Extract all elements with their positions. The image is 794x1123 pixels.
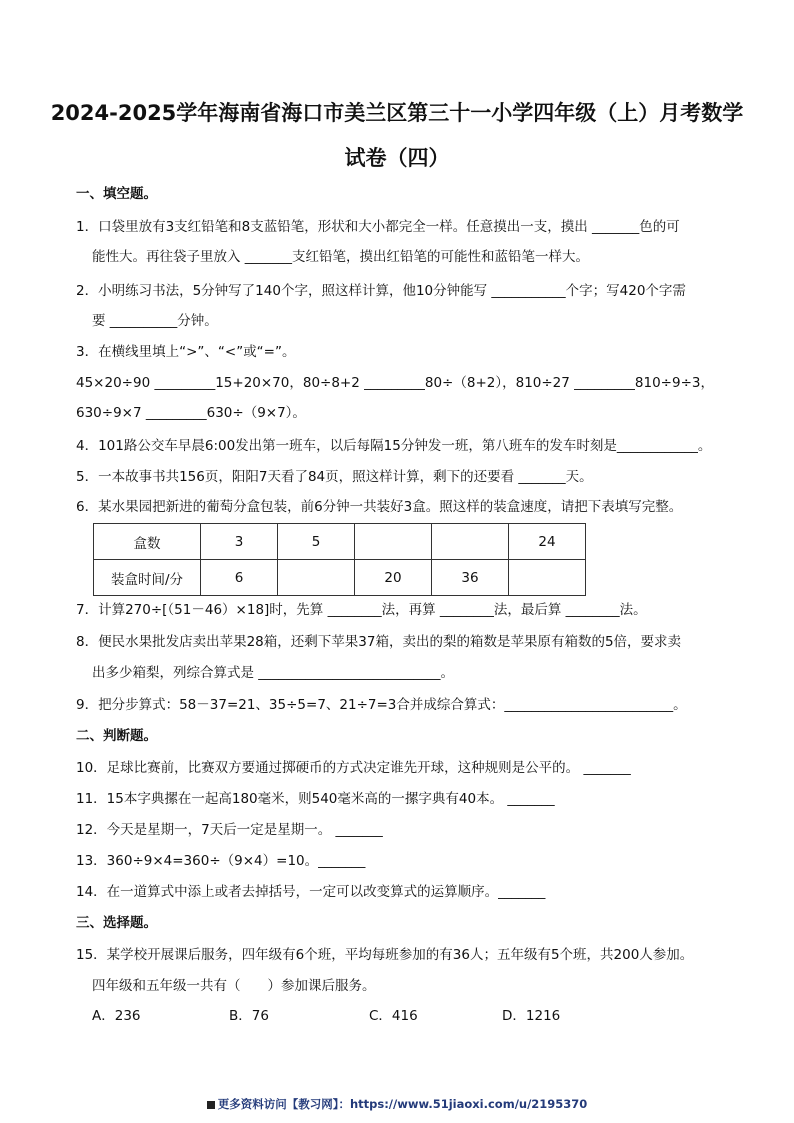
table-cell: 3 (201, 524, 278, 560)
section-heading-multiple-choice: 三、选择题。 (76, 915, 157, 931)
table-cell: 20 (355, 560, 432, 596)
page-title-line2: 试卷（四） (344, 146, 450, 170)
footer-text: 更多资料访问【教习网】：https://www.51jiaoxi.com/u/2195370 (217, 1097, 588, 1111)
question-1-line2: 能性大。再往袋子里放入 _______支红铅笔，摸出红铅笔的可能性和蓝铅笔一样大。 (92, 249, 590, 265)
question-8-line2: 出多少箱梨，列综合算式是 ___________________________。 (92, 665, 455, 681)
flag-icon (207, 1101, 215, 1109)
table-cell (432, 524, 509, 560)
question-1-line1: 1．口袋里放有3支红铅笔和8支蓝铅笔，形状和大小都完全一样。任意摸出一支，摸出 _______色的可 (76, 219, 680, 235)
table-cell: 盒数 (94, 524, 201, 560)
question-7: 7．计算270÷[（51－46）×18]时，先算 ________法，再算 ________法，最后算 ________法。 (76, 602, 647, 618)
question-3-line1: 3．在横线里填上“>”、“<”或“=”。 (76, 344, 296, 360)
table-row (94, 524, 586, 560)
table-row (94, 560, 586, 596)
table-cell (355, 524, 432, 560)
question-13: 13．360÷9×4=360÷（9×4）=10。_______ (76, 853, 366, 869)
question-9: 9．把分步算式：58－37=21、35÷5=7、21÷7=3合并成综合算式：_________________________。 (76, 697, 687, 713)
table-cell: 24 (509, 524, 586, 560)
table-cell: 5 (278, 524, 355, 560)
table-cell (509, 560, 586, 596)
option-b: B．76 (229, 1008, 269, 1024)
question-12: 12．今天是星期一，7天后一定是星期一。 _______ (76, 822, 383, 838)
table-cell (278, 560, 355, 596)
table-cell: 36 (432, 560, 509, 596)
question-10: 10．足球比赛前，比赛双方要通过掷硬币的方式决定谁先开球，这种规则是公平的。 _______ (76, 760, 631, 776)
question-5: 5．一本故事书共156页，阳阳7天看了84页，照这样计算，剩下的还要看 _______天。 (76, 469, 593, 485)
option-d: D．1216 (502, 1008, 561, 1024)
question-3-line2: 45×20÷90 _________15+20×70，80÷8+2 _________80÷（8+2），810÷27 _________810÷9÷3， (76, 375, 714, 391)
section-heading-fill-blank: 一、填空题。 (76, 186, 157, 202)
section-heading-true-false: 二、判断题。 (76, 728, 157, 744)
question-4: 4．101路公交车早晨6:00发出第一班车，以后每隔15分钟发一班，第八班车的发车时刻是____________。 (76, 438, 712, 454)
question-6: 6．某水果园把新进的葡萄分盒包装，前6分钟一共装好3盒。照这样的装盒速度，请把下表填写完整。 (76, 499, 683, 515)
table-cell: 装盒时间/分 (94, 560, 201, 596)
page-title-line1: 2024-2025学年海南省海口市美兰区第三十一小学四年级（上）月考数学 (50, 101, 744, 125)
footer-link[interactable] (0, 1096, 794, 1112)
option-a: A．236 (92, 1008, 141, 1024)
question-14: 14．在一道算式中添上或者去掉括号，一定可以改变算式的运算顺序。_______ (76, 884, 546, 900)
option-c: C．416 (369, 1008, 418, 1024)
question-11: 11．15本字典摞在一起高180毫米，则540毫米高的一摞字典有40本。 _______ (76, 791, 555, 807)
table-cell: 6 (201, 560, 278, 596)
question-3-line3: 630÷9×7 _________630÷（9×7）。 (76, 405, 306, 421)
question-2-line2: 要 __________分钟。 (92, 313, 218, 329)
question-2-line1: 2．小明练习书法，5分钟写了140个字，照这样计算，他10分钟能写 ___________个字；写420个字需 (76, 283, 686, 299)
question-15-line2: 四年级和五年级一共有（ ）参加课后服务。 (92, 978, 376, 994)
question-15-line1: 15．某学校开展课后服务，四年级有6个班，平均每班参加的有36人；五年级有5个班，共200人参加。 (76, 947, 694, 963)
packing-table (93, 523, 586, 596)
question-8-line1: 8．便民水果批发店卖出苹果28箱，还剩下苹果37箱，卖出的梨的箱数是苹果原有箱数的5倍，要求卖 (76, 634, 682, 650)
